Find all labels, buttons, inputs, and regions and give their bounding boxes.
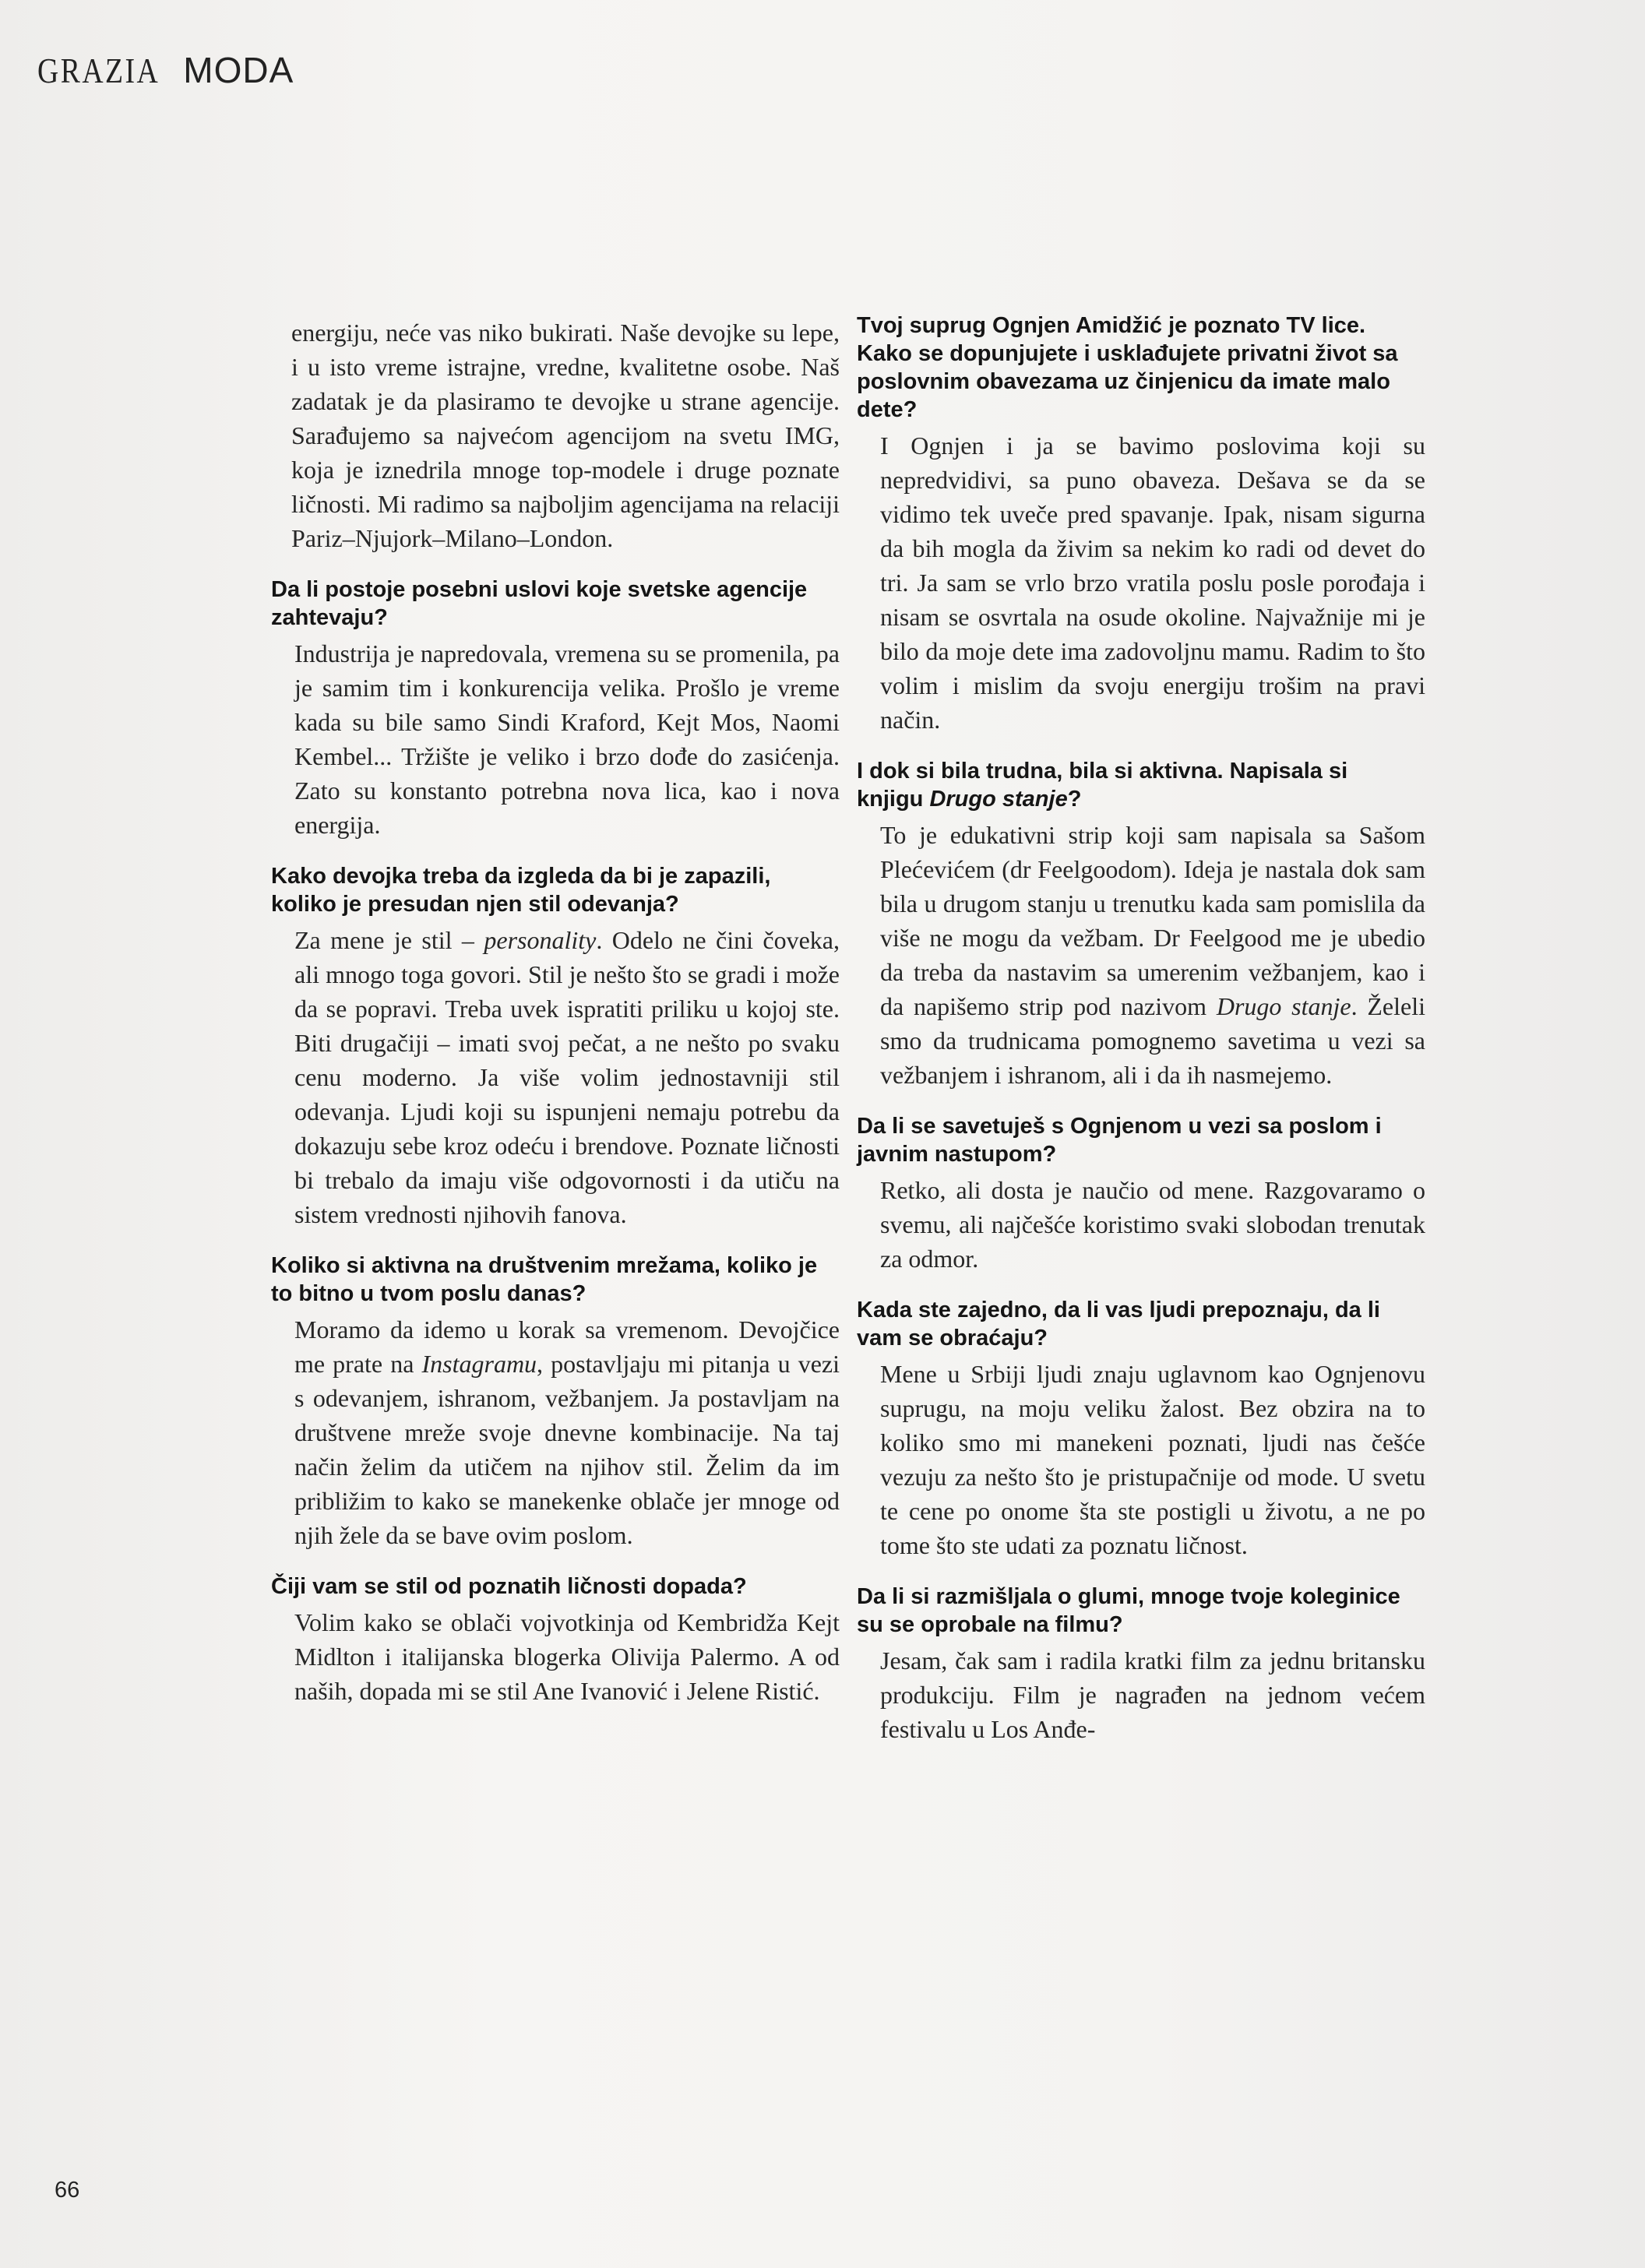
- answer-text: I Ognjen i ja se bavimo poslovima koji su nepredvidivi, sa puno obaveza. Dešava se da se vidimo tek uveče pred spavanje. Ipak, nisam sigurna da bih mogla da živim sa nekim ko radi od devet do tri. Ja sam se vrlo brzo vratila poslu posle porođaja i nisam se osvrtala na osude okoline. Najvažnije mi je bilo da moje dete ima zadovoljnu mamu. Radim to što volim i mislim da svoju energiju trošim na pravi način.: [880, 431, 1425, 734]
- answer-emphasis: Instagramu: [421, 1350, 537, 1378]
- answer-text: Industrija je napredovala, vremena su se promenila, pa je samim tim i konkurencija velika. Prošlo je vreme kada su bile samo Sindi Kraford, Kejt Mos, Naomi Kembel... Tržište je veliko i brzo dođe do zasićenja. Zato su konstanto potrebna nova lica, kao i nova energija.: [294, 639, 840, 839]
- answer-text: [857, 818, 1425, 1092]
- answer-text-part: , postavljaju mi pitanja u vezi s odevanjem, ishranom, vežbanjem. Ja postavljam na društvene mreže svoje dnevne kombinacije. Na taj način želim da utičem na njihov stil. Želim da im približim to kako se manekenke oblače jer mnoge od njih žele da se bave ovim poslom.: [294, 1350, 840, 1549]
- answer-emphasis: Drugo stanje: [1216, 992, 1351, 1020]
- question-heading: Čiji vam se stil od poznatih ličnosti dopada?: [271, 1574, 747, 1599]
- magazine-header: [37, 48, 294, 93]
- left-column: [271, 315, 840, 1728]
- answer-text: Jesam, čak sam i radila kratki film za jednu britansku produkciju. Film je nagrađen na jednom većem festivalu u Los Anđe-: [880, 1646, 1425, 1743]
- question-heading: Koliko si aktivna na društvenim mrežama, koliko je to bitno u tvom poslu danas?: [271, 1253, 818, 1306]
- question-heading: [857, 757, 1425, 813]
- answer-text: Volim kako se oblači vojvotkinja od Kembridža Kejt Midlton i italijanska blogerka Olivija Palermo. A od naših, dopada mi se stil Ane Ivanović i Jelene Ristić.: [294, 1608, 840, 1705]
- question-text-part: ?: [1067, 787, 1082, 812]
- question-heading: Kako devojka treba da izgleda da bi je zapazili, koliko je presudan njen stil odevanja?: [271, 864, 771, 917]
- question-heading: Tvoj suprug Ognjen Amidžić je poznato TV lice. Kako se dopunjujete i usklađujete privatni život sa poslovnim obavezama uz činjenicu da imate malo dete?: [857, 313, 1398, 422]
- answer-emphasis: personality: [484, 926, 597, 954]
- section-title: MODA: [183, 50, 294, 90]
- question-emphasis: Drugo stanje: [929, 787, 1068, 812]
- answer-text-part: . Želeli smo da trudnicama pomognemo savetima u vezi sa vežbanjem i ishranom, ali i da ih nasmejemo.: [880, 992, 1426, 1089]
- answer-text-part: Za mene je stil –: [294, 926, 484, 954]
- question-heading: Da li si razmišljala o glumi, mnoge tvoje koleginice su se oprobale na filmu?: [857, 1584, 1400, 1637]
- question-heading: Da li se savetuješ s Ognjenom u vezi sa poslom i javnim nastupom?: [857, 1114, 1382, 1167]
- answer-text: [271, 1312, 840, 1552]
- answer-text: Retko, ali dosta je naučio od mene. Razgovaramo o svemu, ali najčešće koristimo svaki slobodan trenutak za odmor.: [880, 1176, 1425, 1273]
- answer-text-part: . Odelo ne čini čoveka, ali mnogo toga govori. Stil je nešto što se gradi i može da se popravi. Treba uvek ispratiti priliku u kojoj ste. Biti drugačiji – imati svoj pečat, a ne nešto po svaku cenu moderno. Ja više volim jednostavniji stil odevanja. Ljudi koji su ispunjeni nemaju potrebu da dokazuju sebe kroz odeću i brendove. Poznate ličnosti bi trebalo da imaju više odgovornosti i da utiču na sistem vrednosti njihovih fanova.: [294, 926, 840, 1228]
- answer-text-part: To je edukativni strip koji sam napisala sa Sašom Plećevićem (dr Feelgoodom). Ideja je nastala dok sam bila u drugom stanju u trenutku kada sam pomislila da više ne mogu da vežbam. Dr Feelgood me je ubedio da treba da nastavim sa umerenim vežbanjem, kao i da napišemo strip pod nazivom: [880, 821, 1425, 1020]
- brand-logo: GRAZIA: [37, 51, 160, 90]
- page-number: 66: [55, 2178, 80, 2203]
- answer-text: energiju, neće vas niko bukirati. Naše devojke su lepe, i u isto vreme istrajne, vredne, kvalitetne osobe. Naš zadatak je da plasiramo te devojke u strane agencije. Sarađujemo sa najvećom agencijom na svetu IMG, koja je iznedrila mnoge top-modele i druge poznate ličnosti. Mi radimo sa najboljim agencijama na relaciji Pariz–Njujork–Milano–London.: [291, 319, 840, 552]
- question-heading: Da li postoje posebni uslovi koje svetske agencije zahtevaju?: [271, 577, 808, 630]
- right-column: [857, 312, 1425, 1766]
- answer-text: Mene u Srbiji ljudi znaju uglavnom kao Ognjenovu suprugu, na moju veliku žalost. Bez obzira na to koliko smo mi manekeni poznati, ljudi nas češće vezuju za nešto što je pristupačnije od mode. U svetu te cene po onome šta ste postigli u životu, a ne po tome što ste udati za poznatu ličnost.: [880, 1360, 1425, 1559]
- answer-text: [271, 923, 840, 1231]
- question-text-part: I dok si bila trudna, bila si aktivna. Napisala si knjigu: [857, 759, 1348, 812]
- question-heading: Kada ste zajedno, da li vas ljudi prepoznaju, da li vam se obraćaju?: [857, 1298, 1380, 1351]
- answer-text-part: Moramo da idemo u korak sa vremenom. Devojčice me prate na: [294, 1315, 840, 1378]
